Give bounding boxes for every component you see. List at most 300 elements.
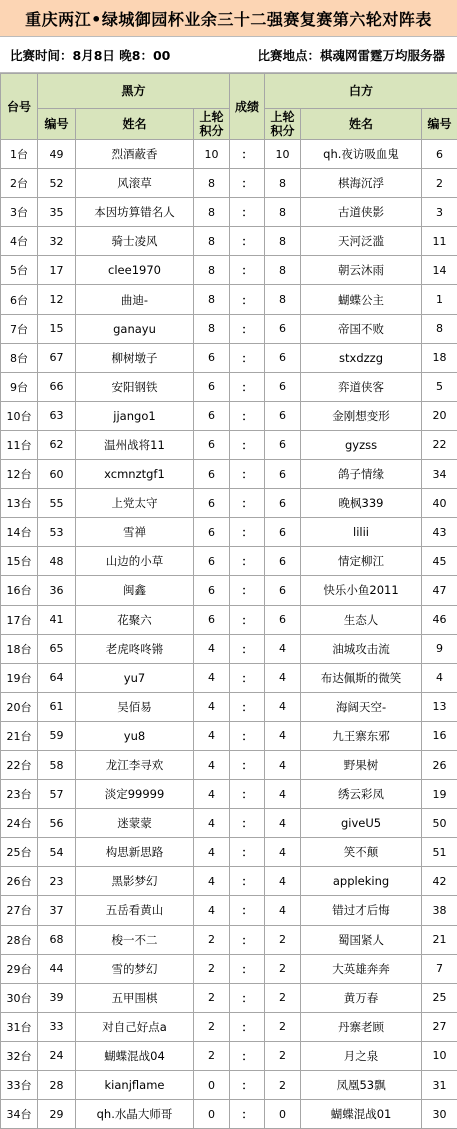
result-separator: ： <box>230 489 265 518</box>
white-num-cell: 9 <box>422 634 457 663</box>
black-name-cell: jjango1 <box>76 401 194 430</box>
white-num-cell: 13 <box>422 692 457 721</box>
result-separator: ： <box>230 1100 265 1129</box>
board-cell: 6台 <box>1 285 38 314</box>
table-row <box>1 925 457 954</box>
board-cell: 10台 <box>1 401 38 430</box>
result-separator: ： <box>230 867 265 896</box>
white-num-cell: 31 <box>422 1071 457 1100</box>
black-name-cell: 雪的梦幻 <box>76 954 194 983</box>
white-name-cell: 朝云沐雨 <box>301 256 422 285</box>
table-row <box>1 401 457 430</box>
black-name-cell: 花聚六 <box>76 605 194 634</box>
white-name-cell: 错过才后悔 <box>301 896 422 925</box>
black-name-cell: 淡定99999 <box>76 780 194 809</box>
table-row <box>1 576 457 605</box>
white-name-cell: appleking <box>301 867 422 896</box>
header-black: 黑方 <box>38 74 230 109</box>
result-separator: ： <box>230 983 265 1012</box>
white-score-cell: 6 <box>265 576 301 605</box>
black-num-cell: 57 <box>38 780 76 809</box>
black-num-cell: 58 <box>38 750 76 779</box>
board-cell: 2台 <box>1 169 38 198</box>
white-num-cell: 4 <box>422 663 457 692</box>
board-cell: 28台 <box>1 925 38 954</box>
board-cell: 22台 <box>1 750 38 779</box>
black-name-cell: 老虎咚咚锵 <box>76 634 194 663</box>
black-name-cell: 五岳看黄山 <box>76 896 194 925</box>
white-num-cell: 19 <box>422 780 457 809</box>
white-name-cell: 油城攻击流 <box>301 634 422 663</box>
white-name-cell: 布达佩斯的微笑 <box>301 663 422 692</box>
board-cell: 32台 <box>1 1041 38 1070</box>
white-name-cell: 古道侠影 <box>301 198 422 227</box>
board-cell: 9台 <box>1 372 38 401</box>
black-name-cell: 迷蒙蒙 <box>76 809 194 838</box>
black-score-cell: 6 <box>194 576 230 605</box>
board-cell: 11台 <box>1 430 38 459</box>
result-separator: ： <box>230 692 265 721</box>
table-row <box>1 169 457 198</box>
white-score-cell: 4 <box>265 780 301 809</box>
table-row <box>1 750 457 779</box>
black-name-cell: xcmnztgf1 <box>76 460 194 489</box>
black-num-cell: 23 <box>38 867 76 896</box>
black-name-cell: 雪禅 <box>76 518 194 547</box>
black-name-cell: qh.水晶大师哥 <box>76 1100 194 1129</box>
white-score-cell: 2 <box>265 954 301 983</box>
table-row <box>1 256 457 285</box>
board-cell: 24台 <box>1 809 38 838</box>
header-white-prev-score: 上轮积分 <box>265 109 301 140</box>
result-separator: ： <box>230 430 265 459</box>
black-score-cell: 4 <box>194 867 230 896</box>
black-name-cell: 蝴蝶混战04 <box>76 1041 194 1070</box>
black-score-cell: 8 <box>194 285 230 314</box>
result-separator: ： <box>230 343 265 372</box>
white-score-cell: 8 <box>265 227 301 256</box>
black-num-cell: 52 <box>38 169 76 198</box>
white-name-cell: gyzss <box>301 430 422 459</box>
black-num-cell: 17 <box>38 256 76 285</box>
white-score-cell: 4 <box>265 750 301 779</box>
black-score-cell: 8 <box>194 314 230 343</box>
black-score-cell: 4 <box>194 896 230 925</box>
black-score-cell: 0 <box>194 1071 230 1100</box>
black-score-cell: 4 <box>194 750 230 779</box>
page-title: 重庆两江•绿城御园杯业余三十二强赛复赛第六轮对阵表 <box>0 0 457 37</box>
table-row <box>1 518 457 547</box>
white-score-cell: 8 <box>265 285 301 314</box>
table-row <box>1 809 457 838</box>
table-row <box>1 867 457 896</box>
board-cell: 1台 <box>1 140 38 169</box>
white-num-cell: 27 <box>422 1012 457 1041</box>
black-num-cell: 63 <box>38 401 76 430</box>
black-score-cell: 2 <box>194 1041 230 1070</box>
pairing-table <box>0 73 457 1129</box>
white-name-cell: 蜀国紧人 <box>301 925 422 954</box>
black-name-cell: 黑影梦幻 <box>76 867 194 896</box>
table-row <box>1 1071 457 1100</box>
white-num-cell: 1 <box>422 285 457 314</box>
white-num-cell: 26 <box>422 750 457 779</box>
black-num-cell: 44 <box>38 954 76 983</box>
header-black-prev-score: 上轮积分 <box>194 109 230 140</box>
pairing-rows <box>1 140 457 1129</box>
black-num-cell: 24 <box>38 1041 76 1070</box>
black-name-cell: yu8 <box>76 721 194 750</box>
board-cell: 4台 <box>1 227 38 256</box>
white-name-cell: 棋海沉浮 <box>301 169 422 198</box>
black-num-cell: 49 <box>38 140 76 169</box>
result-separator: ： <box>230 605 265 634</box>
result-separator: ： <box>230 896 265 925</box>
white-name-cell: 蝴蝶公主 <box>301 285 422 314</box>
board-cell: 31台 <box>1 1012 38 1041</box>
board-cell: 30台 <box>1 983 38 1012</box>
black-num-cell: 61 <box>38 692 76 721</box>
white-name-cell: 野果树 <box>301 750 422 779</box>
white-score-cell: 2 <box>265 983 301 1012</box>
result-separator: ： <box>230 256 265 285</box>
white-score-cell: 10 <box>265 140 301 169</box>
table-row <box>1 227 457 256</box>
black-score-cell: 4 <box>194 721 230 750</box>
table-row <box>1 343 457 372</box>
white-num-cell: 22 <box>422 430 457 459</box>
table-row <box>1 663 457 692</box>
result-separator: ： <box>230 576 265 605</box>
black-num-cell: 55 <box>38 489 76 518</box>
black-name-cell: yu7 <box>76 663 194 692</box>
white-num-cell: 43 <box>422 518 457 547</box>
black-num-cell: 68 <box>38 925 76 954</box>
black-num-cell: 59 <box>38 721 76 750</box>
black-name-cell: 安阳钢铁 <box>76 372 194 401</box>
black-score-cell: 6 <box>194 430 230 459</box>
black-name-cell: 骑士凌风 <box>76 227 194 256</box>
table-row <box>1 198 457 227</box>
white-score-cell: 6 <box>265 489 301 518</box>
result-separator: ： <box>230 721 265 750</box>
white-name-cell: 月之泉 <box>301 1041 422 1070</box>
header-black-name: 姓名 <box>76 109 194 140</box>
table-row <box>1 489 457 518</box>
black-score-cell: 4 <box>194 692 230 721</box>
result-separator: ： <box>230 838 265 867</box>
white-name-cell: 金刚想变形 <box>301 401 422 430</box>
white-score-cell: 4 <box>265 692 301 721</box>
black-num-cell: 53 <box>38 518 76 547</box>
white-name-cell: 凤凰53飘 <box>301 1071 422 1100</box>
board-cell: 21台 <box>1 721 38 750</box>
black-score-cell: 2 <box>194 925 230 954</box>
white-num-cell: 40 <box>422 489 457 518</box>
black-num-cell: 15 <box>38 314 76 343</box>
white-name-cell: stxdzzg <box>301 343 422 372</box>
white-name-cell: 黄万春 <box>301 983 422 1012</box>
black-name-cell: 曲迪- <box>76 285 194 314</box>
result-separator: ： <box>230 925 265 954</box>
table-row <box>1 983 457 1012</box>
result-separator: ： <box>230 1012 265 1041</box>
white-num-cell: 51 <box>422 838 457 867</box>
result-separator: ： <box>230 1071 265 1100</box>
board-cell: 16台 <box>1 576 38 605</box>
white-num-cell: 16 <box>422 721 457 750</box>
table-row <box>1 838 457 867</box>
result-separator: ： <box>230 140 265 169</box>
result-separator: ： <box>230 401 265 430</box>
board-cell: 12台 <box>1 460 38 489</box>
board-cell: 18台 <box>1 634 38 663</box>
header-board: 台号 <box>1 74 38 140</box>
black-score-cell: 4 <box>194 634 230 663</box>
white-num-cell: 20 <box>422 401 457 430</box>
black-score-cell: 2 <box>194 954 230 983</box>
white-score-cell: 6 <box>265 460 301 489</box>
table-row <box>1 140 457 169</box>
black-score-cell: 6 <box>194 372 230 401</box>
result-separator: ： <box>230 547 265 576</box>
white-name-cell: 笑不颠 <box>301 838 422 867</box>
black-name-cell: 烈酒蔽香 <box>76 140 194 169</box>
black-score-cell: 6 <box>194 489 230 518</box>
table-row <box>1 954 457 983</box>
board-cell: 14台 <box>1 518 38 547</box>
white-score-cell: 6 <box>265 430 301 459</box>
black-num-cell: 66 <box>38 372 76 401</box>
white-score-cell: 4 <box>265 896 301 925</box>
white-name-cell: 海阔天空- <box>301 692 422 721</box>
black-num-cell: 33 <box>38 1012 76 1041</box>
table-row <box>1 460 457 489</box>
result-separator: ： <box>230 809 265 838</box>
black-num-cell: 12 <box>38 285 76 314</box>
black-num-cell: 39 <box>38 983 76 1012</box>
result-separator: ： <box>230 460 265 489</box>
white-name-cell: 天河泛滥 <box>301 227 422 256</box>
board-cell: 19台 <box>1 663 38 692</box>
black-num-cell: 41 <box>38 605 76 634</box>
black-score-cell: 8 <box>194 169 230 198</box>
white-num-cell: 8 <box>422 314 457 343</box>
white-name-cell: 快乐小鱼2011 <box>301 576 422 605</box>
table-row <box>1 780 457 809</box>
black-name-cell: 本因坊算错名人 <box>76 198 194 227</box>
board-cell: 5台 <box>1 256 38 285</box>
black-name-cell: 风滚草 <box>76 169 194 198</box>
white-num-cell: 7 <box>422 954 457 983</box>
white-score-cell: 2 <box>265 1071 301 1100</box>
white-score-cell: 6 <box>265 401 301 430</box>
white-score-cell: 2 <box>265 1012 301 1041</box>
result-separator: ： <box>230 750 265 779</box>
white-score-cell: 8 <box>265 169 301 198</box>
white-name-cell: 鸽子情缘 <box>301 460 422 489</box>
black-num-cell: 60 <box>38 460 76 489</box>
white-name-cell: 蝴蝶混战01 <box>301 1100 422 1129</box>
black-score-cell: 8 <box>194 198 230 227</box>
board-cell: 7台 <box>1 314 38 343</box>
white-num-cell: 50 <box>422 809 457 838</box>
result-separator: ： <box>230 372 265 401</box>
white-score-cell: 4 <box>265 838 301 867</box>
table-row <box>1 547 457 576</box>
table-row <box>1 721 457 750</box>
white-score-cell: 0 <box>265 1100 301 1129</box>
white-name-cell: qh.夜访吸血鬼 <box>301 140 422 169</box>
black-num-cell: 64 <box>38 663 76 692</box>
black-name-cell: 五甲围棋 <box>76 983 194 1012</box>
board-cell: 25台 <box>1 838 38 867</box>
table-row <box>1 1041 457 1070</box>
match-venue: 比赛地点：棋魂网雷霆万均服务器 <box>257 46 445 64</box>
white-score-cell: 4 <box>265 663 301 692</box>
table-row <box>1 430 457 459</box>
black-name-cell: 闽鑫 <box>76 576 194 605</box>
white-score-cell: 4 <box>265 721 301 750</box>
black-name-cell: 梭一不二 <box>76 925 194 954</box>
match-time: 比赛时间：8月8日 晚8：00 <box>10 46 170 64</box>
board-cell: 29台 <box>1 954 38 983</box>
match-info-bar <box>0 37 457 73</box>
board-cell: 26台 <box>1 867 38 896</box>
white-name-cell: lilii <box>301 518 422 547</box>
white-num-cell: 10 <box>422 1041 457 1070</box>
white-num-cell: 21 <box>422 925 457 954</box>
white-num-cell: 11 <box>422 227 457 256</box>
black-num-cell: 28 <box>38 1071 76 1100</box>
black-score-cell: 2 <box>194 1012 230 1041</box>
board-cell: 17台 <box>1 605 38 634</box>
white-num-cell: 5 <box>422 372 457 401</box>
black-num-cell: 56 <box>38 809 76 838</box>
table-row <box>1 372 457 401</box>
table-row <box>1 605 457 634</box>
white-num-cell: 30 <box>422 1100 457 1129</box>
white-name-cell: 丹寨老顾 <box>301 1012 422 1041</box>
white-score-cell: 2 <box>265 925 301 954</box>
board-cell: 13台 <box>1 489 38 518</box>
black-num-cell: 67 <box>38 343 76 372</box>
white-name-cell: giveU5 <box>301 809 422 838</box>
black-score-cell: 4 <box>194 663 230 692</box>
black-score-cell: 0 <box>194 1100 230 1129</box>
black-name-cell: ganayu <box>76 314 194 343</box>
white-num-cell: 18 <box>422 343 457 372</box>
white-name-cell: 九王寨东邪 <box>301 721 422 750</box>
black-score-cell: 6 <box>194 460 230 489</box>
black-score-cell: 6 <box>194 605 230 634</box>
table-row <box>1 285 457 314</box>
white-num-cell: 45 <box>422 547 457 576</box>
black-score-cell: 6 <box>194 547 230 576</box>
white-name-cell: 情定柳江 <box>301 547 422 576</box>
black-score-cell: 8 <box>194 227 230 256</box>
white-score-cell: 8 <box>265 198 301 227</box>
white-num-cell: 34 <box>422 460 457 489</box>
white-score-cell: 6 <box>265 372 301 401</box>
white-name-cell: 生态人 <box>301 605 422 634</box>
result-separator: ： <box>230 227 265 256</box>
black-name-cell: 构思新思路 <box>76 838 194 867</box>
white-num-cell: 38 <box>422 896 457 925</box>
black-name-cell: 上党太守 <box>76 489 194 518</box>
white-score-cell: 4 <box>265 809 301 838</box>
white-score-cell: 2 <box>265 1041 301 1070</box>
header-result: 成绩 <box>230 74 265 140</box>
black-num-cell: 32 <box>38 227 76 256</box>
white-name-cell: 大英雄奔奔 <box>301 954 422 983</box>
board-cell: 27台 <box>1 896 38 925</box>
white-name-cell: 帝国不败 <box>301 314 422 343</box>
result-separator: ： <box>230 314 265 343</box>
black-score-cell: 10 <box>194 140 230 169</box>
result-separator: ： <box>230 954 265 983</box>
table-row <box>1 314 457 343</box>
black-score-cell: 6 <box>194 518 230 547</box>
black-num-cell: 36 <box>38 576 76 605</box>
black-name-cell: 对自己好点a <box>76 1012 194 1041</box>
black-num-cell: 62 <box>38 430 76 459</box>
black-score-cell: 6 <box>194 401 230 430</box>
board-cell: 33台 <box>1 1071 38 1100</box>
white-num-cell: 2 <box>422 169 457 198</box>
black-num-cell: 37 <box>38 896 76 925</box>
white-num-cell: 25 <box>422 983 457 1012</box>
white-num-cell: 6 <box>422 140 457 169</box>
white-score-cell: 6 <box>265 314 301 343</box>
header-black-num: 编号 <box>38 109 76 140</box>
black-num-cell: 29 <box>38 1100 76 1129</box>
black-score-cell: 2 <box>194 983 230 1012</box>
white-num-cell: 3 <box>422 198 457 227</box>
result-separator: ： <box>230 198 265 227</box>
black-score-cell: 6 <box>194 343 230 372</box>
result-separator: ： <box>230 634 265 663</box>
result-separator: ： <box>230 780 265 809</box>
white-num-cell: 14 <box>422 256 457 285</box>
black-name-cell: 柳树墩子 <box>76 343 194 372</box>
table-row <box>1 634 457 663</box>
table-row <box>1 692 457 721</box>
result-separator: ： <box>230 169 265 198</box>
white-num-cell: 42 <box>422 867 457 896</box>
black-name-cell: 龙江李寻欢 <box>76 750 194 779</box>
white-name-cell: 弈道侠客 <box>301 372 422 401</box>
black-num-cell: 54 <box>38 838 76 867</box>
white-score-cell: 6 <box>265 343 301 372</box>
board-cell: 23台 <box>1 780 38 809</box>
table-row <box>1 1100 457 1129</box>
white-name-cell: 绣云彩凤 <box>301 780 422 809</box>
board-cell: 34台 <box>1 1100 38 1129</box>
black-score-cell: 4 <box>194 780 230 809</box>
white-num-cell: 47 <box>422 576 457 605</box>
black-num-cell: 48 <box>38 547 76 576</box>
black-score-cell: 4 <box>194 809 230 838</box>
table-row <box>1 1012 457 1041</box>
white-score-cell: 4 <box>265 634 301 663</box>
white-num-cell: 46 <box>422 605 457 634</box>
black-name-cell: 吴佰易 <box>76 692 194 721</box>
board-cell: 3台 <box>1 198 38 227</box>
black-name-cell: 温州战将11 <box>76 430 194 459</box>
result-separator: ： <box>230 285 265 314</box>
header-white: 白方 <box>265 74 457 109</box>
